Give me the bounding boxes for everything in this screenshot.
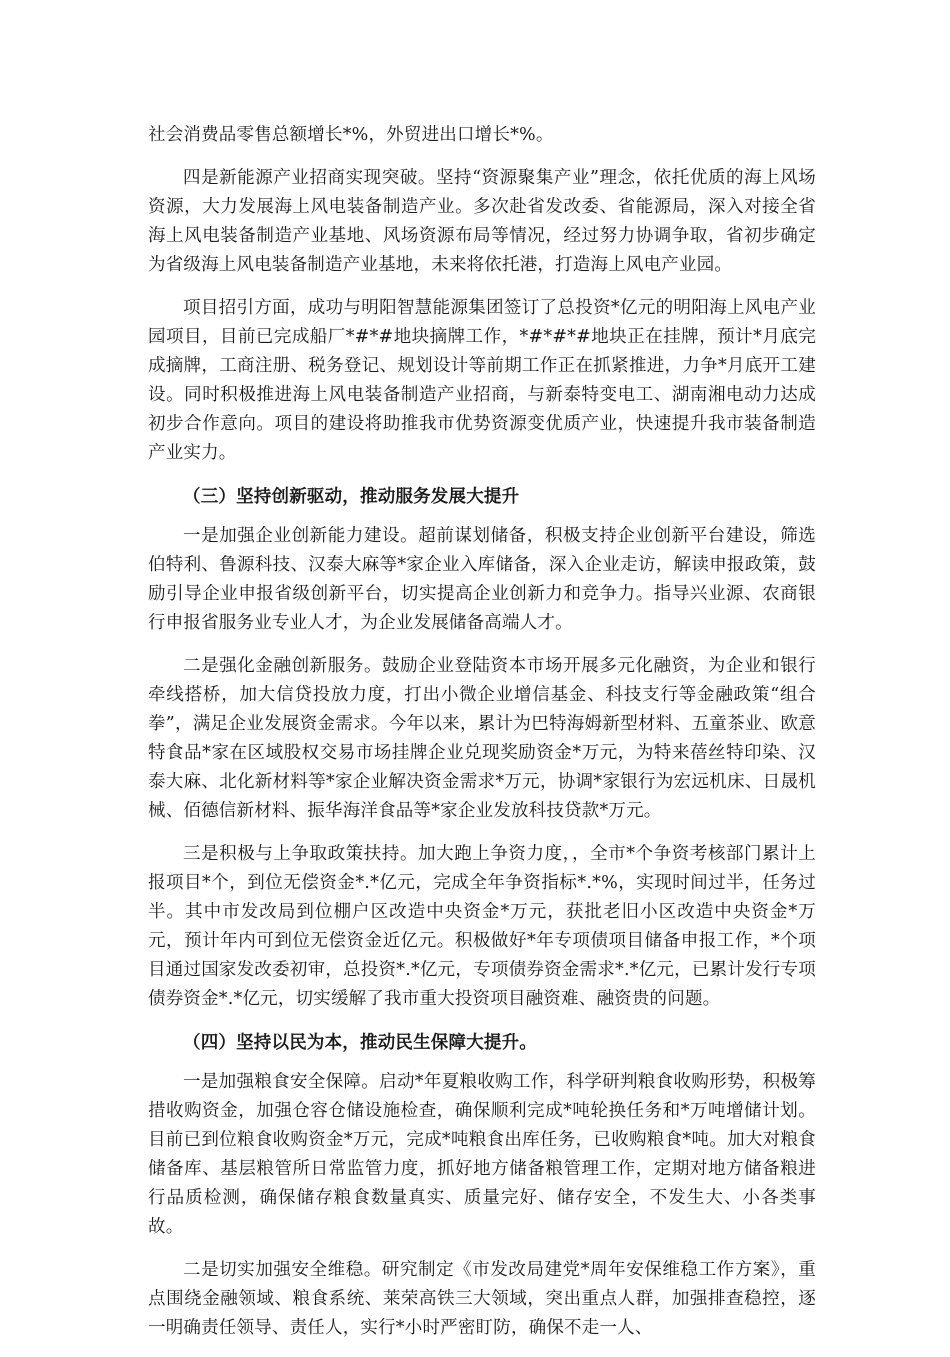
paragraph-safety-stability: 二是切实加强安全维稳。研究制定《市发改局建党*周年安保维稳工作方案》，重点围绕金融领域、粮食系统、莱荣高铁三大领域，突出重点人群，加强排查稳控，逐一明确责任领导、责任人，实行*小时严密盯防，确保不走一人、 xyxy=(148,1260,816,1338)
paragraph-project-attraction: 项目招引方面，成功与明阳智慧能源集团签订了总投资*亿元的明阳海上风电产业园项目，目前已完成船厂*#*#地块摘牌工作，*#*#*#地块正在挂牌，预计*月底完成摘牌，工商注册、税务登记、规划设计等前期工作正在抓紧推进，力争*月底开工建设。同时积极推进海上风电装备制造产业招商，与新泰特变电工、湖南湘电动力达成初步合作意向。项目的建设将助推我市优势资源变优质产业，快速提升我市装备制造产业实力。 xyxy=(148,298,816,463)
paragraph-new-energy-investment: 四是新能源产业招商实现突破。坚持“资源聚集产业”理念，依托优质的海上风场资源，大力发展海上风电装备制造产业。多次赴省发改委、省能源局，深入对接全省海上风电装备制造产业基地、风场资源布局等情况，经过努力协调争取，省初步确定为省级海上风电装备制造产业基地，未来将依托港，打造海上风电产业园。 xyxy=(148,168,816,275)
section-heading-innovation: （三）坚持创新驱动，推动服务发展大提升 xyxy=(183,487,520,507)
paragraph-policy-support: 三是积极与上争取政策扶持。加大跑上争资力度，，全市*个争资考核部门累计上报项目*个，到位无偿资金*.*亿元，完成全年争资指标*.*%，实现时间过半，任务过半。其中市发改局到位棚户区改造中央资金*万元，获批老旧小区改造中央资金*万元，预计年内可到位无偿资金近亿元。积极做好*年专项债项目储备申报工作，*个项目通过国家发改委初审，总投资*.*亿元，专项债券资金需求*.*亿元，已累计发行专项债券资金*.*亿元，切实缓解了我市重大投资项目融资难、融资贵的问题。 xyxy=(148,844,816,1009)
paragraph-enterprise-innovation: 一是加强企业创新能力建设。超前谋划储备，积极支持企业创新平台建设，筛选伯特利、鲁源科技、汉泰大麻等*家企业入库储备，深入企业走访，解读申报政策，鼓励引导企业申报省级创新平台，切实提高企业创新力和竞争力。指导兴业源、农商银行申报省服务业专业人才，为企业发展储备高端人才。 xyxy=(148,526,816,633)
paragraph-financial-innovation: 二是强化金融创新服务。鼓励企业登陆资本市场开展多元化融资，为企业和银行牵线搭桥，加大信贷投放力度，打出小微企业增信基金、科技支行等金融政策“组合拳”，满足企业发展资金需求。今年以来，累计为巴特海姆新型材料、五童茶业、欧意特食品*家在区域股权交易市场挂牌企业兑现奖励资金*万元，为特来蓓丝特印染、汉泰大麻、北化新材料等*家企业解决资金需求*万元，协调*家银行为宏远机床、日晟机械、佰德信新材料、振华海洋食品等*家企业发放科技贷款*万元。 xyxy=(148,656,816,821)
section-heading-livelihood: （四）坚持以民为本，推动民生保障大提升。 xyxy=(183,1033,537,1053)
paragraph-grain-security: 一是加强粮食安全保障。启动*年夏粮收购工作，科学研判粮食收购形势，积极筹措收购资金，加强仓容仓储设施检查，确保顺利完成*吨轮换任务和*万吨增储计划。目前已到位粮食收购资金*万元，完成*吨粮食出库任务，已收购粮食*吨。加大对粮食储备库、基层粮管所日常监管力度，抓好地方储备粮管理工作，定期对地方储备粮进行品质检测，确保储存粮食数量真实、质量完好、储存安全，不发生大、小各类事故。 xyxy=(148,1072,816,1237)
document-body xyxy=(148,121,816,1357)
paragraph-consumption-stats: 社会消费品零售总额增长*%，外贸进出口增长*%。 xyxy=(148,125,554,145)
